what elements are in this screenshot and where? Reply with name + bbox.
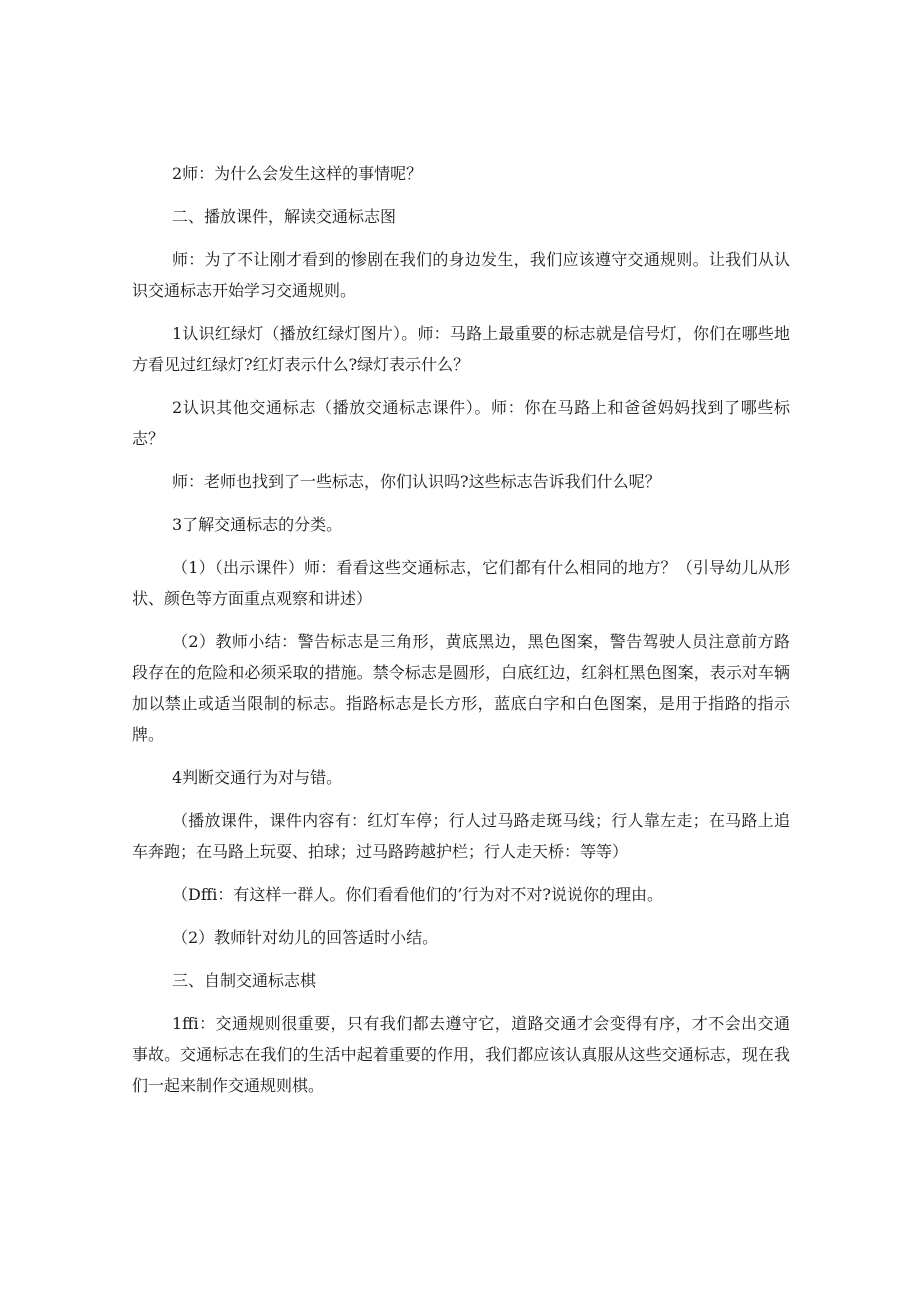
paragraph: 1ffi：交通规则很重要，只有我们都去遵守它，道路交通才会变得有序，才不会出交通事故。交通标志在我们的生活中起着重要的作用，我们都应该认真服从这些交通标志，现在我们一起来制作交通规则棋。: [132, 1014, 790, 1095]
paragraph: 4判断交通行为对与错。: [172, 768, 343, 787]
paragraph: （播放课件，课件内容有：红灯车停；行人过马路走斑马线；行人靠左走；在马路上追车奔跑；在马路上玩耍、拍球；过马路跨越护栏；行人走天桥：等等）: [132, 811, 790, 861]
paragraph: 2认识其他交通标志（播放交通标志课件）。师：你在马路上和爸爸妈妈找到了哪些标志？: [132, 398, 790, 448]
section-heading: 二、播放课件，解读交通标志图: [172, 207, 397, 226]
paragraph: （2）教师小结：警告标志是三角形，黄底黑边，黑色图案，警告驾驶人员注意前方路段存在的危险和必须采取的措施。禁令标志是圆形，白底红边，红斜杠黑色图案，表示对车辆加以禁止或适当限制的标志。指路标志是长方形，蓝底白字和白色图案，是用于指路的指示牌。: [132, 632, 790, 744]
paragraph: 师：老师也找到了一些标志，你们认识吗?这些标志告诉我们什么呢？: [172, 472, 661, 491]
section-heading: 三、自制交通标志棋: [172, 971, 317, 990]
document-body: [132, 158, 790, 1113]
paragraph: （Dffi：有这样一群人。你们看看他们的’行为对不对?说说你的理由。: [172, 885, 663, 904]
paragraph: 3了解交通标志的分类。: [172, 515, 343, 534]
paragraph: （2）教师针对幼儿的回答适时小结。: [172, 928, 439, 947]
paragraph: （1）（出示课件）师：看看这些交通标志，它们都有什么相同的地方？（引导幼儿从形状、颜色等方面重点观察和讲述）: [132, 558, 790, 608]
paragraph: 1认识红绿灯（播放红绿灯图片）。师：马路上最重要的标志就是信号灯，你们在哪些地方看见过红绿灯?红灯表示什么?绿灯表示什么？: [132, 324, 790, 374]
paragraph: 2师：为什么会发生这样的事情呢？: [172, 164, 423, 183]
paragraph: 师：为了不让刚才看到的惨剧在我们的身边发生，我们应该遵守交通规则。让我们从认识交通标志开始学习交通规则。: [132, 250, 790, 300]
